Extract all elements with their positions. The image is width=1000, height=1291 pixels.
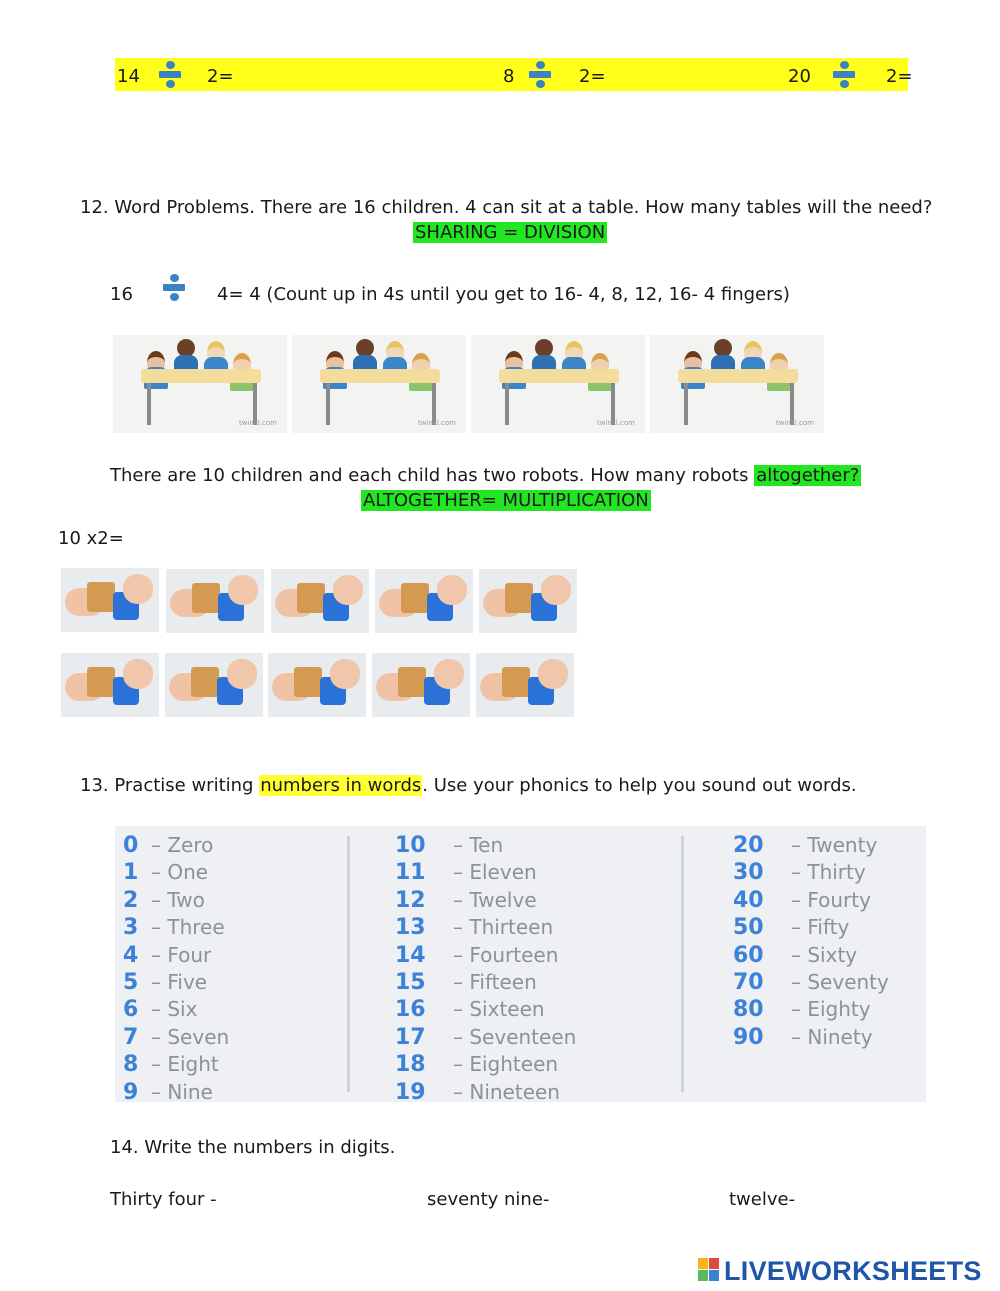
- number-digit: 0: [123, 833, 139, 858]
- chart-column-units: [123, 832, 229, 1102]
- number-digit: 30: [733, 860, 764, 886]
- sharing-division-label: SHARING = DIVISION: [415, 222, 606, 243]
- divisor-answer-3[interactable]: 2=: [886, 66, 913, 87]
- number-digit: 17: [395, 1024, 426, 1050]
- number-word-row: [395, 887, 576, 914]
- q13-suffix: . Use your phonics to help you sound out words.: [422, 775, 857, 796]
- number-word-row: [395, 859, 576, 886]
- number-digit: 18: [395, 1052, 426, 1078]
- robots-equation[interactable]: 10 x2=: [58, 528, 124, 549]
- number-word: – Four: [151, 942, 212, 967]
- number-word: – Fourty: [791, 887, 871, 912]
- q14-item-twelve[interactable]: twelve-: [729, 1189, 796, 1210]
- number-word-row: [123, 887, 229, 914]
- dividend-1: 14: [117, 66, 140, 87]
- robots-in-hands-image: [479, 569, 577, 633]
- children-at-table-image: [113, 335, 287, 433]
- q12-text: 12. Word Problems. There are 16 children. 4 can sit at a table. How many tables will the need?: [80, 197, 933, 218]
- number-word: – Twelve: [453, 887, 537, 912]
- number-digit: 16: [395, 997, 426, 1023]
- children-at-table-image: [471, 335, 645, 433]
- number-word-row: [733, 914, 889, 941]
- number-word: – Eighteen: [453, 1052, 559, 1077]
- number-digit: 40: [733, 887, 764, 913]
- q14-item-thirty-four[interactable]: Thirty four -: [110, 1189, 217, 1210]
- number-word-row: [123, 1079, 229, 1102]
- number-word-row: [395, 996, 576, 1023]
- chart-column-tens: [733, 832, 889, 1051]
- number-word: – Thirty: [791, 860, 866, 885]
- number-digit: 6: [123, 997, 139, 1023]
- number-digit: 80: [733, 997, 764, 1023]
- image-watermark: twinkl.com: [238, 419, 277, 427]
- number-word-row: [395, 942, 576, 969]
- divisor-answer-1[interactable]: 2=: [207, 66, 234, 87]
- number-word: – One: [151, 860, 209, 885]
- number-digit: 1: [123, 860, 139, 886]
- number-word-row: [395, 969, 576, 996]
- number-word-row: [123, 1024, 229, 1051]
- number-word-row: [123, 832, 229, 859]
- number-digit: 4: [123, 942, 139, 968]
- robots-in-hands-image: [271, 569, 369, 633]
- robots-in-hands-image: [61, 653, 159, 717]
- number-word-row: [733, 887, 889, 914]
- number-digit: 11: [395, 860, 426, 886]
- number-digit: 14: [395, 942, 426, 968]
- robots-concept: [361, 490, 651, 512]
- number-digit: 90: [733, 1024, 764, 1050]
- number-digit: 5: [123, 969, 139, 995]
- number-word: – Eighty: [791, 997, 871, 1022]
- number-word: – Thirteen: [453, 915, 554, 940]
- division-strip: [115, 58, 913, 91]
- q13-text: [80, 775, 857, 797]
- q13-prefix: 13. Practise writing: [80, 775, 260, 796]
- number-digit: 2: [123, 887, 139, 913]
- robots-text: There are 10 children and each child has two robots. How many robots: [110, 465, 749, 486]
- number-word-row: [123, 914, 229, 941]
- number-word-row: [733, 942, 889, 969]
- number-digit: 3: [123, 915, 139, 941]
- number-word-row: [123, 996, 229, 1023]
- number-word: – Ten: [453, 833, 504, 857]
- column-divider: [347, 836, 350, 1092]
- number-word: – Ninety: [791, 1024, 873, 1049]
- number-word-row: [395, 1051, 576, 1078]
- q12-eq-left: 16: [110, 284, 133, 305]
- altogether-highlight: altogether?: [756, 465, 860, 486]
- number-word: – Five: [151, 969, 208, 994]
- number-word: – Nineteen: [453, 1079, 560, 1102]
- number-word-row: [733, 996, 889, 1023]
- number-word-row: [395, 832, 576, 859]
- dividend-3: 20: [788, 66, 811, 87]
- number-word: – Three: [151, 915, 225, 940]
- image-watermark: twinkl.com: [596, 419, 635, 427]
- chart-column-teens: [395, 832, 576, 1102]
- number-word: – Seventeen: [453, 1024, 577, 1049]
- robots-in-hands-image: [165, 653, 263, 717]
- dividend-2: 8: [503, 66, 515, 87]
- q14-title: 14. Write the numbers in digits.: [110, 1137, 396, 1158]
- division-icon: [159, 61, 181, 89]
- number-digit: 70: [733, 969, 764, 995]
- altogether-multiplication-label: ALTOGETHER= MULTIPLICATION: [363, 490, 649, 511]
- number-word-row: [123, 1051, 229, 1078]
- number-digit: 13: [395, 915, 426, 941]
- number-word-row: [395, 914, 576, 941]
- q14-item-seventy-nine[interactable]: seventy nine-: [427, 1189, 550, 1210]
- number-word: – Fifty: [791, 915, 850, 940]
- number-digit: 7: [123, 1024, 139, 1050]
- numbers-in-words-highlight: numbers in words: [260, 775, 422, 796]
- number-word: – Sixty: [791, 942, 858, 967]
- q12-eq-right: 4= 4 (Count up in 4s until you get to 16- 4, 8, 12, 16- 4 fingers): [217, 284, 790, 305]
- column-divider: [681, 836, 684, 1092]
- number-digit: 50: [733, 915, 764, 941]
- number-word-row: [733, 832, 889, 859]
- robots-in-hands-image: [372, 653, 470, 717]
- numbers-in-words-chart: [115, 826, 926, 1102]
- robots-in-hands-image: [476, 653, 574, 717]
- number-word: – Eleven: [453, 860, 537, 885]
- number-word-row: [123, 969, 229, 996]
- number-word: – Seventy: [791, 969, 889, 994]
- number-word-row: [395, 1079, 576, 1102]
- logo-badge-icon: [698, 1258, 720, 1282]
- number-word: – Six: [151, 997, 198, 1022]
- number-digit: 60: [733, 942, 764, 968]
- number-word: – Two: [151, 887, 205, 912]
- number-word-row: [733, 969, 889, 996]
- number-word: – Seven: [151, 1024, 230, 1049]
- robots-in-hands-image: [375, 569, 473, 633]
- number-word-row: [733, 859, 889, 886]
- number-digit: 8: [123, 1052, 139, 1078]
- number-word-row: [395, 1024, 576, 1051]
- division-icon: [163, 274, 185, 302]
- robots-in-hands-image: [166, 569, 264, 633]
- robots-problem-text: [110, 465, 861, 487]
- division-icon: [833, 61, 855, 89]
- logo-text: LIVEWORKSHEETS: [724, 1256, 982, 1286]
- children-at-table-image: [650, 335, 824, 433]
- image-watermark: twinkl.com: [775, 419, 814, 427]
- number-word: – Nine: [151, 1079, 213, 1102]
- number-word: – Eight: [151, 1052, 219, 1077]
- number-word: – Zero: [151, 833, 214, 857]
- division-icon: [529, 61, 551, 89]
- image-watermark: twinkl.com: [417, 419, 456, 427]
- number-word-row: [123, 942, 229, 969]
- number-word-row: [123, 859, 229, 886]
- number-digit: 12: [395, 887, 426, 913]
- number-word: – Twenty: [791, 833, 878, 857]
- divisor-answer-2[interactable]: 2=: [579, 66, 606, 87]
- number-word: – Fourteen: [453, 942, 559, 967]
- number-digit: 10: [395, 833, 426, 858]
- number-digit: 19: [395, 1079, 426, 1102]
- number-digit: 20: [733, 833, 764, 858]
- number-word: – Fifteen: [453, 969, 537, 994]
- number-digit: 9: [123, 1079, 139, 1102]
- number-word: – Sixteen: [453, 997, 545, 1022]
- children-at-table-image: [292, 335, 466, 433]
- robots-in-hands-image: [61, 568, 159, 632]
- number-word-row: [733, 1024, 889, 1051]
- robots-in-hands-image: [268, 653, 366, 717]
- q12-concept: [413, 222, 607, 244]
- number-digit: 15: [395, 969, 426, 995]
